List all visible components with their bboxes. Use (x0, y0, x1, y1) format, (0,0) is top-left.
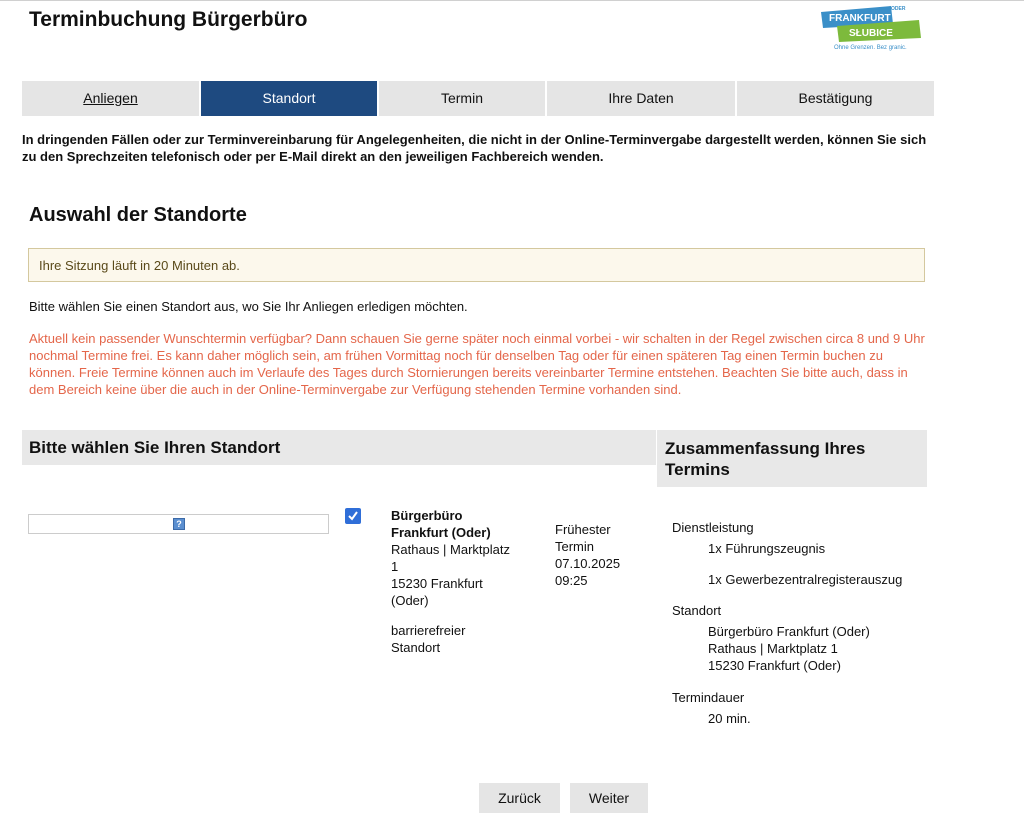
next-button[interactable]: Weiter (570, 783, 648, 813)
checkmark-icon (347, 510, 359, 522)
page-title: Terminbuchung Bürgerbüro (29, 8, 308, 31)
step-ihre-daten: Ihre Daten (547, 81, 735, 116)
location-name-line2: Frankfurt (Oder) (391, 525, 491, 540)
summary-location-label: Standort (672, 603, 722, 618)
step-standort: Standort (201, 81, 377, 116)
summary-service-item: 1x Gewerbezentralregisterauszug (708, 572, 903, 587)
summary-service-label: Dienstleistung (672, 520, 754, 535)
choose-location-text: Bitte wählen Sie einen Standort aus, wo Sie Ihr Anliegen erledigen möchten. (29, 299, 468, 314)
earliest-label-line1: Frühester (555, 522, 611, 537)
summary-location-line: 15230 Frankfurt (Oder) (708, 658, 841, 673)
summary-location-line: Rathaus | Marktplatz 1 (708, 641, 838, 656)
location-address-line2: 1 (391, 559, 399, 574)
summary-duration-value: 20 min. (708, 711, 751, 726)
summary-duration-label: Termindauer (672, 690, 745, 705)
earliest-time: 09:25 (555, 573, 588, 588)
availability-warning: Aktuell kein passender Wunschtermin verfügbar? Dann schauen Sie gerne später noch einmal vorbei - wir schalten in der Regel zwischen circa 8 und 9 Uhr nochmal Termine frei. Es kann daher möglich sein, am frühen Vormittag noch für denselben Tag oder für einen späteren Tag einen Termin buchen zu können. Freie Termine können auch im Verlaufe des Tages durch Stornierungen bereits vereinbarter Termine entstehen. Beachten Sie bitte auch, dass in dem Bereich keine über die auch in der Online-Terminvergabe zur Verfügung stehenden Termine vorhanden sind. (29, 331, 925, 397)
session-notice: Ihre Sitzung läuft in 20 Minuten ab. (28, 248, 925, 282)
progress-steps (22, 81, 934, 116)
logo-slogan: Ohne Grenzen. Bez granic. (834, 45, 907, 51)
accessibility-line1: barrierefreier (391, 623, 466, 638)
help-icon[interactable]: ? (173, 518, 185, 530)
location-panel-heading: Bitte wählen Sie Ihren Standort (22, 430, 656, 465)
earliest-label-line2: Termin (555, 539, 595, 554)
step-anliegen[interactable]: Anliegen (22, 81, 199, 116)
logo-line1: FRANKFURT (829, 13, 891, 24)
logo-top-word: ODER (891, 6, 906, 12)
location-address-line4: (Oder) (391, 593, 429, 608)
location-accessibility (391, 622, 531, 656)
location-name-line1: Bürgerbüro (391, 508, 463, 523)
logo-line2: SŁUBICE (849, 28, 893, 39)
location-address-line1: Rathaus | Marktplatz (391, 542, 510, 557)
summary-heading: Zusammenfassung Ihres Termins (657, 430, 927, 487)
top-border (0, 0, 1024, 1)
summary-location-line: Bürgerbüro Frankfurt (Oder) (708, 624, 870, 639)
summary-service-item: 1x Führungszeugnis (708, 541, 826, 556)
intro-text: In dringenden Fällen oder zur Terminvereinbarung für Angelegenheiten, die nicht in der Online-Terminvergabe dargestellt werden, können Sie sich zu den Sprechzeiten telefonisch oder per E-Mail direkt an den jeweiligen Fachbereich wenden. (22, 132, 927, 164)
earliest-date: 07.10.2025 (555, 556, 621, 571)
step-termin: Termin (379, 81, 545, 116)
accessibility-line2: Standort (391, 640, 441, 655)
location-checkbox[interactable] (345, 508, 361, 524)
earliest-appointment (555, 521, 645, 589)
location-details (391, 507, 531, 609)
back-button[interactable]: Zurück (479, 783, 560, 813)
section-title: Auswahl der Standorte (29, 204, 247, 226)
location-address-line3: 15230 Frankfurt (391, 576, 483, 591)
step-bestaetigung: Bestätigung (737, 81, 934, 116)
